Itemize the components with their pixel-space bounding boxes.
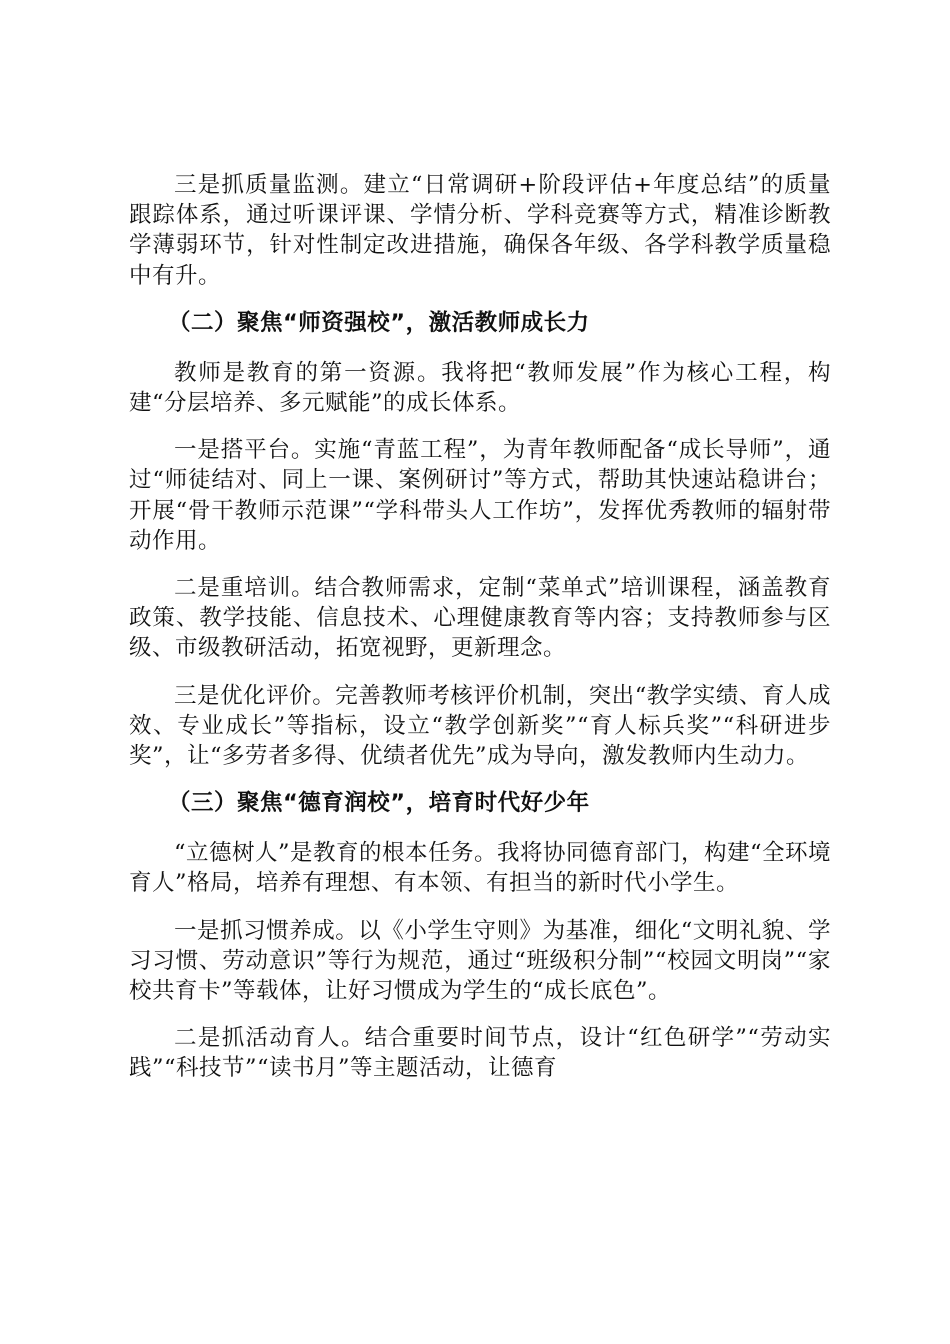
paragraph-build-platform: 一是搭平台。实施“青蓝工程”，为青年教师配备“成长导师”，通过“师徒结对、同上一课、案例研讨”等方式，帮助其快速站稳讲台；开展“骨干教师示范课”“学科带头人工作坊”，发挥优秀教师的辐射带动作用。 xyxy=(129,437,831,554)
paragraph-moral-intro: “立德树人”是教育的根本任务。我将协同德育部门，构建“全环境育人”格局，培养有理想、有本领、有担当的新时代小学生。 xyxy=(129,840,832,897)
paragraph-activities: 二是抓活动育人。结合重要时间节点，设计“红色研学”“劳动实践”“科技节”“读书月”等主题活动，让德育 xyxy=(129,1025,831,1082)
paragraph-teacher-intro: 教师是教育的第一资源。我将把“教师发展”作为核心工程，构建“分层培养、多元赋能”的成长体系。 xyxy=(129,359,831,417)
paragraph-quality-monitoring: 三是抓质量监测。建立“日常调研+阶段评估+年度总结”的质量跟踪体系，通过听课评课、学情分析、学科竞赛等方式，精准诊断教学薄弱环节，针对性制定改进措施，确保各年级、各学科教学质量稳中有升。 xyxy=(129,172,831,289)
paragraph-habits: 一是抓习惯养成。以《小学生守则》为基准，细化“文明礼貌、学习习惯、劳动意识”等行为规范，通过“班级积分制”“校园文明岗”“家校共育卡”等载体，让好习惯成为学生的“成长底色”。 xyxy=(129,917,831,1005)
paragraph-evaluation: 三是优化评价。完善教师考核评价机制，突出“教学实绩、育人成效、专业成长”等指标，设立“教学创新奖”“育人标兵奖”“科研进步奖”，让“多劳者多得、优绩者优先”成为导向，激发教师内生动力。 xyxy=(129,682,831,770)
paragraph-training: 二是重培训。结合教师需求，定制“菜单式”培训课程，涵盖教育政策、教学技能、信息技术、心理健康教育等内容；支持教师参与区级、市级教研活动，拓宽视野，更新理念。 xyxy=(129,575,831,662)
document-page xyxy=(129,170,831,1101)
section-heading-moral-education: （三）聚焦“德育润校”，培育时代好少年 xyxy=(168,790,590,817)
section-heading-teachers: （二）聚焦“师资强校”，激活教师成长力 xyxy=(168,309,590,336)
